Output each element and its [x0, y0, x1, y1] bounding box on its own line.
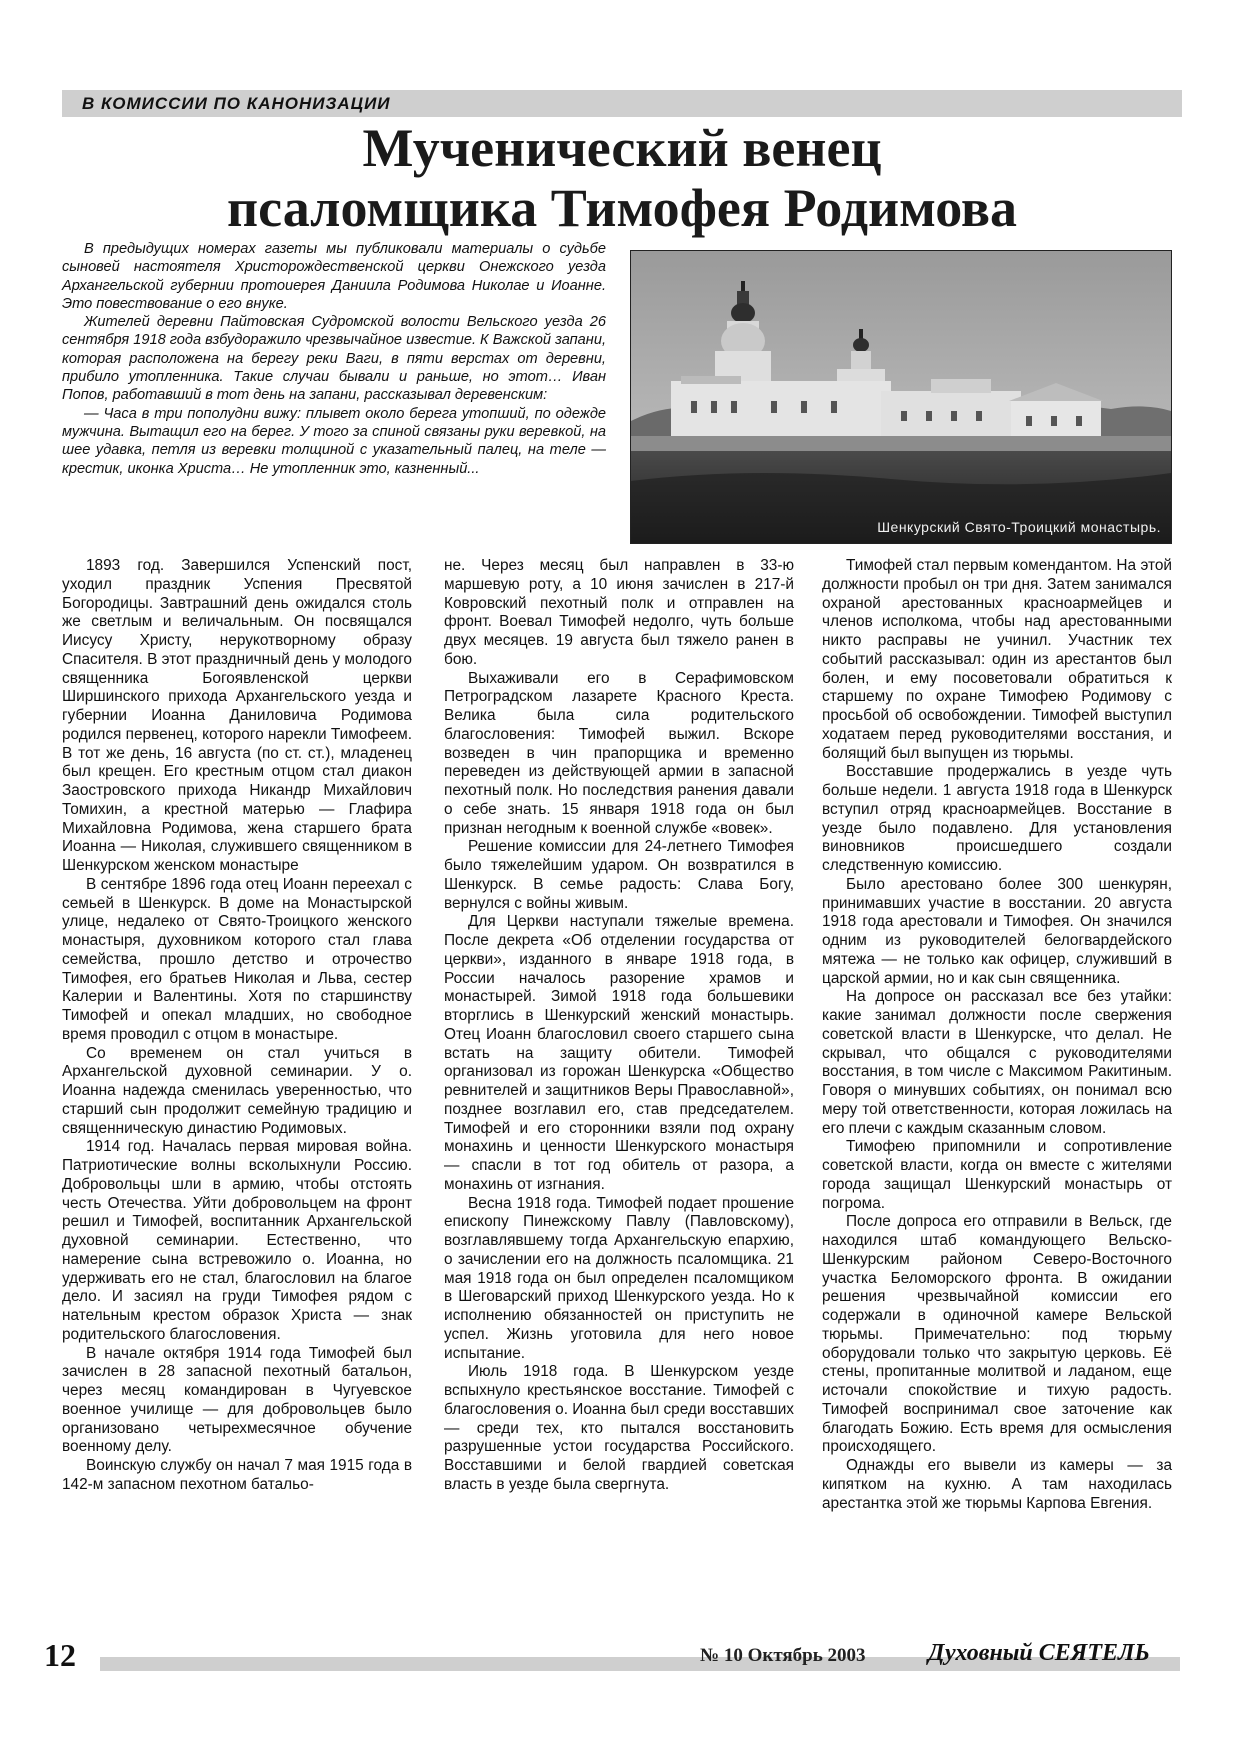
body-paragraph: После допроса его отправили в Вельск, где находился штаб командующего Вельско-Шенкурским районом Северо-Восточного участка Беломорского фронта. В ожидании решения чрезвычайной комиссии его содержали в одиночной камере Вельской тюрьмы. Примечательно: под тюрьму оборудовали только что закрытую церковь. Её стены, пропитанные молитвой и ладаном, еще источали спокойствие и тихую радость. Тимофей воспринимал свое заточение как благодать Божию. Есть время для осмысления происходящего.	[822, 1213, 1172, 1456]
body-paragraph: 1893 год. Завершился Успенский пост, уходил праздник Успения Пресвятой Богородицы. Завтрашний день ожидался столь же светлым и величальным. Он посвящался Иисусу Христу, нерукотворному образу Спасителя. В этот праздничный день у молодого священника Богоявленской церкви Ширшинского прихода Архангельского уезда и губернии Иоанна Даниловича Родимова родился первенец, которого нарекли Тимофеем. В тот же день, 16 августа (по ст. ст.), младенец был крещен. Его крестным отцом стал диакон Заостровского прихода Никандр Михайлович Томихин, а крестной матерью — Глафира Михайловна Родимова, жена старшего брата Иоанна — Николая, служившего священником в Шенкурском женском монастыре	[62, 557, 412, 874]
text-column-1	[62, 557, 412, 1495]
body-paragraph: Тимофею припомнили и сопротивление советской власти, когда он вместе с жителями города защищал Шенкурский монастырь от погрома.	[822, 1138, 1172, 1212]
body-paragraph: Для Церкви наступали тяжелые времена. После декрета «Об отделении государства от церкви», изданного в январе 1918 года, в России началось разорение храмов и монастырей. Зимой 1918 года большевики вторглись в Шенкурский женский монастырь. Отец Иоанн благословил своего старшего сына встать на защиту обители. Тимофей организовал из горожан Шенкурска «Общество ревнителей и защитников Веры Православной», позднее возглавил его, став председателем. Тимофей и его сторонники взяли под охрану монахинь и ценности Шенкурского монастыря — спасли в тот год обитель от разора, а монахинь от изгнания.	[444, 913, 794, 1193]
body-paragraph: Однажды его вывели из камеры — за кипятком на кухню. А там находилась арестантка этой же тюрьмы Карпова Евгения.	[822, 1457, 1172, 1512]
body-paragraph: Со временем он стал учиться в Архангельской духовной семинарии. У о. Иоанна надежда сменилась уверенностью, что старший сын продолжит семейную традицию и священническую династию Родимовых.	[62, 1044, 412, 1137]
lead-paragraph: — Часа в три пополудни вижу: плывет около берега утопший, по одежде мужчина. Вытащил его на берег. У того за спиной связаны руки веревкой, на шее удавка, петля из веревки толщиной с указательный палец, на теле — крестик, иконка Христа… Не утопленник это, казненный...	[62, 405, 606, 477]
body-paragraph: Решение комиссии для 24-летнего Тимофея было тяжелейшим ударом. Он возвратился в Шенкурск. В семье радость: Слава Богу, вернулся с войны живым.	[444, 838, 794, 912]
body-paragraph: Июль 1918 года. В Шенкурском уезде вспыхнуло крестьянское восстание. Тимофей с благословения о. Иоанна был среди восставших — среди тех, кто пытался восстановить разрушенные устои государства Российского. Восставшими и белой гвардией советская власть в уезде была свергнута.	[444, 1363, 794, 1493]
section-header-bar	[62, 90, 1182, 117]
title-line-1: Мученический венец	[362, 118, 882, 178]
body-paragraph: не. Через месяц был направлен в 33-ю маршевую роту, а 10 июня зачислен в 217-й Ковровский пехотный полк и отправлен на фронт. Воевал Тимофей недолго, чуть больше двух месяцев. 19 августа был тяжело ранен в бою.	[444, 557, 794, 668]
body-paragraph: Весна 1918 года. Тимофей подает прошение епископу Пинежскому Павлу (Павловскому), возглавлявшему тогда Архангельскую епархию, о зачислении его на должность псаломщика. 21 мая 1918 года он был определен псаломщиком в Шеговарский приход Шенкурского уезда. Но к исполнению обязанностей он приступить не успел. Жизнь уготовила для него новое испытание.	[444, 1194, 794, 1362]
body-paragraph: Выхаживали его в Серафимовском Петроградском лазарете Красного Креста. Велика была сила родительского благословения: Тимофей выжил. Вскоре возведен в чин прапорщика и временно переведен из действующей армии в запасной пехотный полк. Но последствия ранения давали о себе знать. 15 января 1918 года он был признан негодным к военной службе «вовек».	[444, 669, 794, 837]
page-number: 12	[44, 1637, 76, 1673]
monastery-photo	[630, 250, 1172, 544]
body-paragraph: 1914 год. Началась первая мировая война. Патриотические волны всколыхнули Россию. Добровольцы шли в армию, чтобы отстоять честь Отечества. Уйти добровольцем на фронт решил и Тимофей, воспитанник Архангельской духовной семинарии. Естественно, что намерение сына встревожило о. Иоанна, но удерживать его не стал, благословил на благое дело. И засиял на груди Тимофея рядом с нательным крестом образок Христа — знак родительского благословения.	[62, 1138, 412, 1343]
body-paragraph: Было арестовано более 300 шенкурян, принимавших участие в восстании. 20 августа 1918 года арестовали и Тимофея. Он значился одним из руководителей белогвардейского мятежа — не только как офицер, служивший в царской армии, но и как сын священника.	[822, 875, 1172, 987]
body-paragraph: На допросе он рассказал все без утайки: какие занимал должности после свержения советской власти в Шенкурске, что делал. Не скрывал, что общался с руководителями восстания, в том числе с Максимом Ракитиным. Говоря о минувших событиях, он понимал всю меру той ответственности, которая ложилась на его плечи с каждым сказанным словом.	[822, 988, 1172, 1137]
lead-paragraph: В предыдущих номерах газеты мы публиковали материалы о судьбе сыновей настоятеля Христорождественской церкви Онежского уезда Архангельской губернии протоиерея Даниила Родимова Николае и Иоанне. Это повествование о его внуке.	[62, 241, 606, 312]
article-lead	[62, 240, 606, 478]
monastery-illustration	[631, 251, 1171, 543]
text-column-3	[822, 557, 1172, 1513]
photo-caption: Шенкурский Свято-Троицкий монастырь.	[877, 519, 1161, 535]
body-paragraph: Тимофей стал первым комендантом. На этой должности пробыл он три дня. Затем занимался охраной арестованных красноармейцев и членов исполкома, чтобы над арестованными никто расправы не учинил. Участник тех событий рассказывал: один из арестантов был болен, и ему посоветовали обратиться к старшему по охране Тимофею Родимову с просьбой об освобождении. Тимофей выступил ходатаем перед руководителями восстания, и болящий был выпущен из тюрьмы.	[822, 557, 1172, 762]
lead-paragraph: Жителей деревни Пайтовская Судромской волости Вельского уезда 26 сентября 1918 года взбудоражило чрезвычайное известие. К Важской запани, которая расположена на берегу реки Ваги, в пяти верстах от деревни, прибило утопленника. Такие случаи бывали и раньше, но этот… Иван Попов, работавший в тот день на запани, рассказывал деревенским:	[62, 314, 606, 404]
issue-info: № 10 Октябрь 2003	[700, 1645, 866, 1666]
body-paragraph: Восставшие продержались в уезде чуть больше недели. 1 августа 1918 года в Шенкурск вступил отряд красноармейцев. Восстание в уезде было подавлено. Для установления виновников происшедшего создали следственную комиссию.	[822, 763, 1172, 874]
title-line-2: псаломщика Тимофея Родимова	[226, 178, 1018, 238]
body-paragraph: Воинскую службу он начал 7 мая 1915 года в 142-м запасном пехотном батальо-	[62, 1457, 412, 1493]
body-paragraph: В начале октября 1914 года Тимофей был зачислен в 28 запасной пехотный батальон, через месяц командирован в Чугуевское военное училище — для добровольцев было организовано четырехмесячное обучение военному делу.	[62, 1344, 412, 1456]
newspaper-name: Духовный СЕЯТЕЛЬ	[928, 1640, 1150, 1666]
body-paragraph: В сентябре 1896 года отец Иоанн переехал с семьей в Шенкурск. В доме на Монастырской улице, недалеко от Свято-Троицкого женского монастыря, духовником которого стал глава семейства, прошло детство и отрочество Тимофея, его братьев Николая и Льва, сестер Калерии и Валентины. Хотя по старшинству Тимофей и опекал младших, но свободное время проводил с отцом в монастыре.	[62, 875, 412, 1043]
section-label: В КОМИССИИ ПО КАНОНИЗАЦИИ	[82, 94, 391, 113]
text-column-2	[444, 557, 794, 1495]
article-title	[62, 118, 1182, 238]
